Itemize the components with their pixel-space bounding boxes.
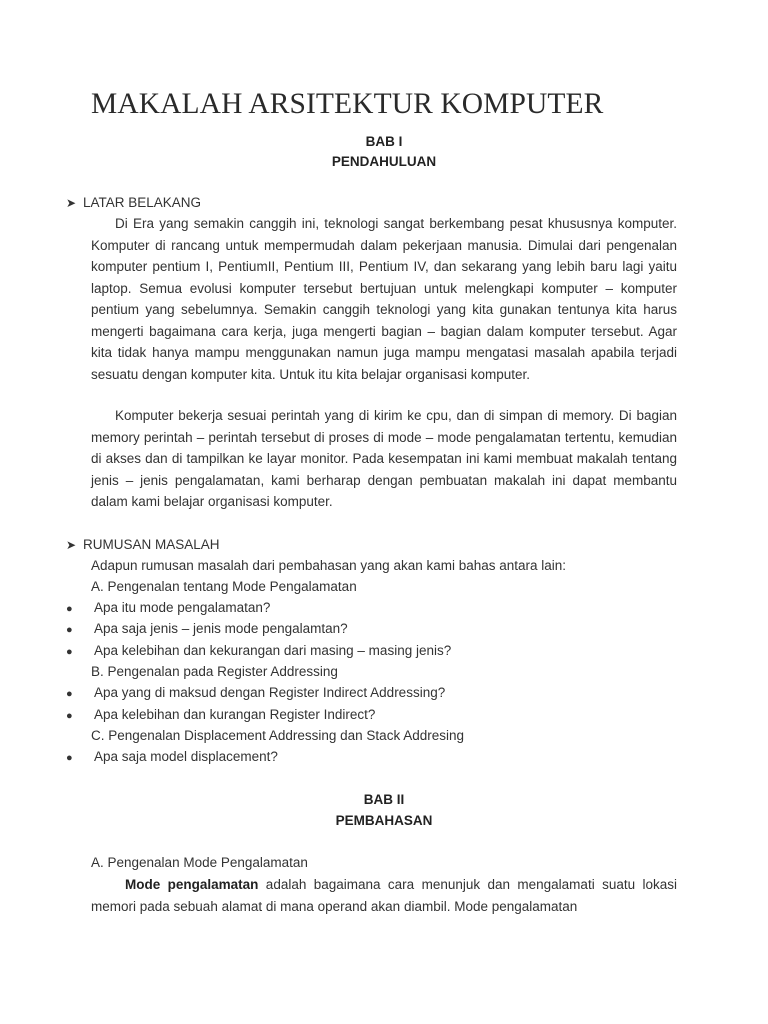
bab2-paragraph-1-text: adalah bagaimana cara menunjuk dan mengalamati suatu lokasi memori pada sebuah alamat di mana operand akan diambil. Mode pengalamatan [91, 877, 678, 914]
bullet-icon: ● [66, 752, 73, 764]
section-b-label: B. Pengenalan pada Register Addressing [91, 664, 338, 679]
list-item [66, 707, 375, 722]
bullet-icon: ● [66, 624, 73, 636]
bab2-label: BAB II [363, 792, 405, 807]
list-item [66, 600, 270, 615]
arrowhead-icon: ➤ [66, 196, 77, 210]
latar-paragraph-1-text: Di Era yang semakin canggih ini, teknologi sangat berkembang pesat khususnya komputer. Komputer di rancang untuk mempermudah dalam pekerjaan manusia. Dimulai dari pengenalan komputer pentium I, PentiumII, Pentium III, Pentium IV, dan sekarang yang lebih baru lagi yaitu laptop. Semua evolusi komputer tersebut bertujuan untuk melengkapi komputer – komputer pentium yang sebelumnya. Semakin canggih teknologi yang kita gunakan tentunya kita harus mengerti bagaimana cara kerja, juga mengerti bagian – bagian dalam komputer tersebut. Agar kita tidak hanya mampu menggunakan namun juga mampu mengatasi masalah apabila terjadi sesuatu dengan komputer kita. Untuk itu kita belajar organisasi komputer. [91, 216, 677, 382]
list-item-text: Apa itu mode pengalamatan? [94, 600, 271, 615]
bullet-icon: ● [66, 603, 73, 615]
latar-belakang-heading-text: LATAR BELAKANG [83, 195, 202, 210]
rumusan-intro: Adapun rumusan masalah dari pembahasan yang akan kami bahas antara lain: [91, 558, 567, 573]
bab2-term-bold: Mode pengalamatan [125, 877, 259, 892]
document-title: MAKALAH ARSITEKTUR KOMPUTER [91, 88, 604, 120]
latar-belakang-heading [66, 195, 201, 210]
bullet-icon: ● [66, 646, 73, 658]
bab1-subtitle: PENDAHULUAN [331, 154, 437, 169]
list-item [66, 643, 451, 658]
latar-paragraph-1 [91, 213, 677, 385]
list-item-text: Apa kelebihan dan kekurangan dari masing – masing jenis? [94, 643, 452, 658]
list-item-text: Apa kelebihan dan kurangan Register Indirect? [94, 707, 376, 722]
bab2-section-a-label: A. Pengenalan Mode Pengalamatan [91, 855, 308, 870]
list-item-text: Apa saja model displacement? [94, 749, 278, 764]
arrowhead-icon: ➤ [66, 538, 77, 552]
list-item [66, 685, 445, 700]
list-item [66, 621, 348, 636]
latar-paragraph-2 [91, 405, 677, 513]
rumusan-masalah-heading [66, 537, 220, 552]
bab1-label: BAB I [365, 134, 403, 149]
list-item-text: Apa saja jenis – jenis mode pengalamtan? [94, 621, 348, 636]
bullet-icon: ● [66, 710, 73, 722]
bab2-subtitle: PEMBAHASAN [335, 813, 433, 828]
section-a-label: A. Pengenalan tentang Mode Pengalamatan [91, 579, 357, 594]
latar-paragraph-2-text: Komputer bekerja sesuai perintah yang di kirim ke cpu, dan di simpan di memory. Di bagian memory perintah – perintah tersebut di proses di mode – mode pengalamatan tertentu, kemudian di akses dan di tampilkan ke layar monitor. Pada kesempatan ini kami membuat makalah tentang jenis – jenis pengalamatan, kami berharap dengan pembuatan makalah ini dapat membantu dalam kami belajar organisasi komputer. [91, 408, 677, 509]
bab2-paragraph-1 [91, 874, 677, 917]
list-item [66, 749, 278, 764]
bullet-icon: ● [66, 688, 73, 700]
list-item-text: Apa yang di maksud dengan Register Indirect Addressing? [94, 685, 446, 700]
rumusan-masalah-heading-text: RUMUSAN MASALAH [83, 537, 220, 552]
section-c-label: C. Pengenalan Displacement Addressing dan Stack Addresing [91, 728, 464, 743]
